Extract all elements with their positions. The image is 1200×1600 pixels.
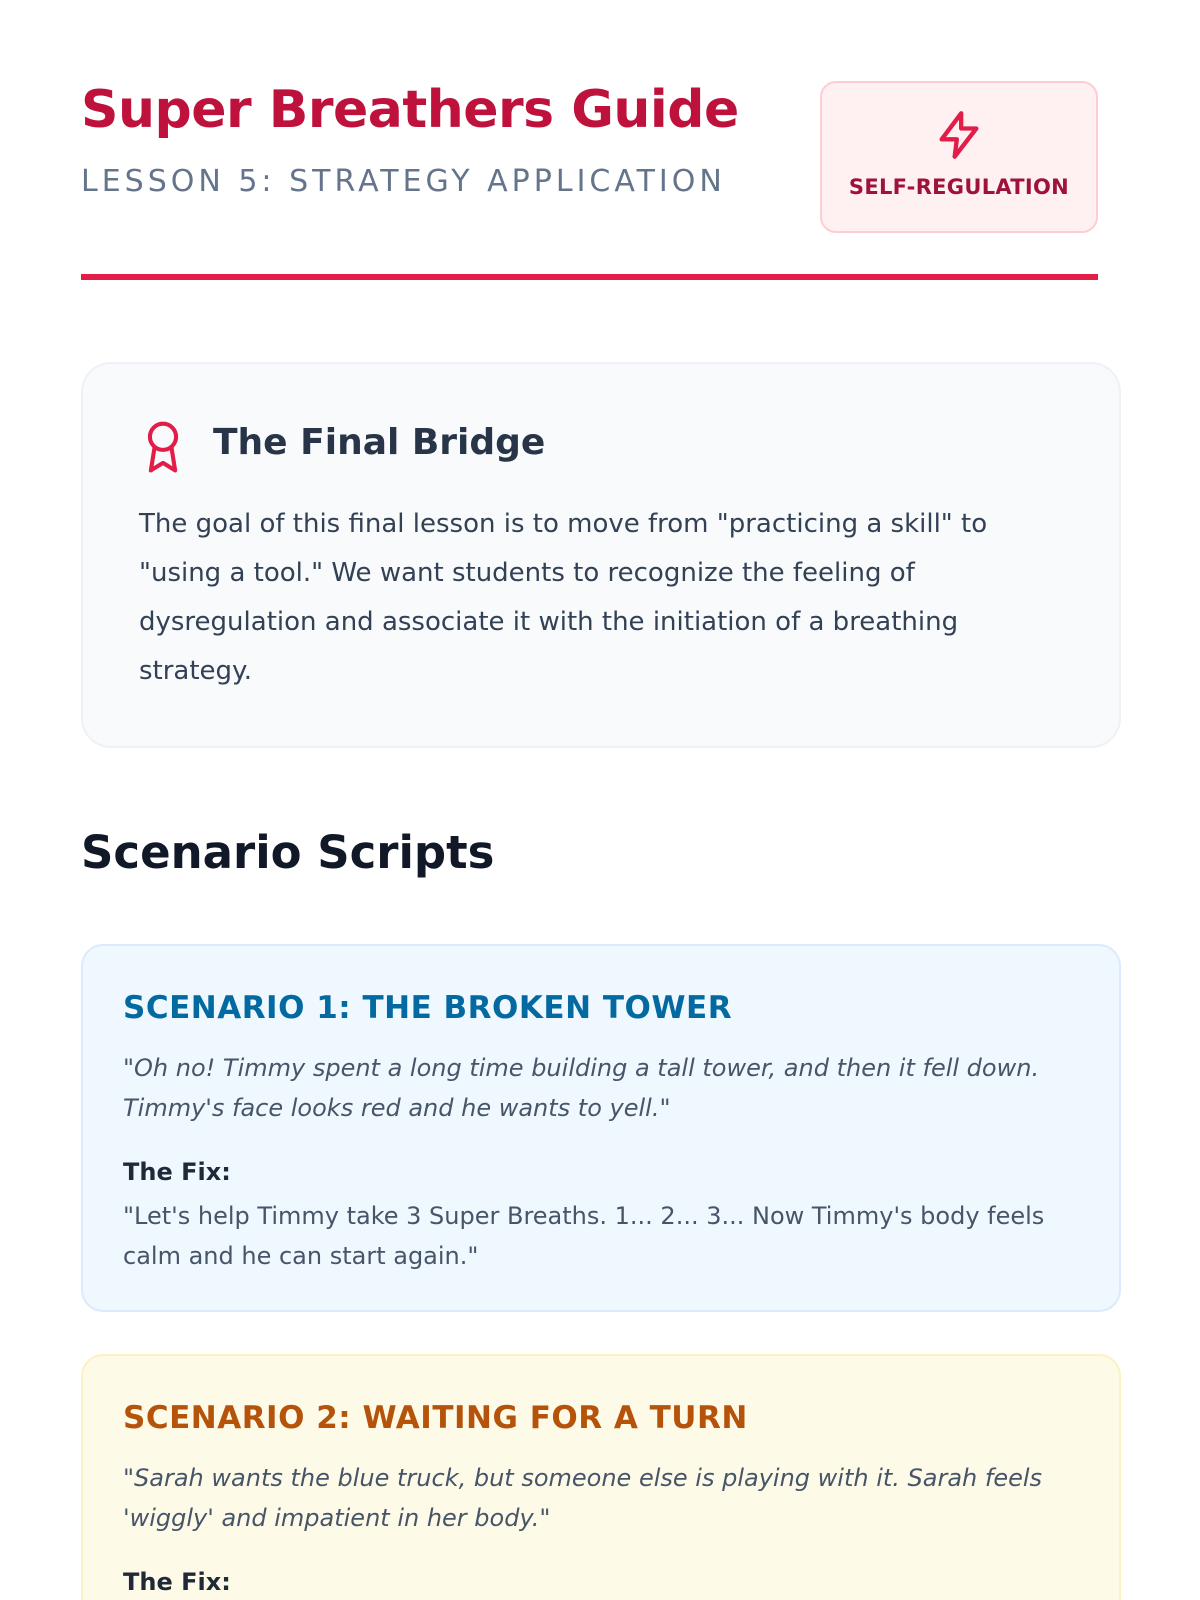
- page-title: Super Breathers Guide: [81, 80, 739, 140]
- scenario-quote: "Sarah wants the blue truck, but someone else is playing with it. Sarah feels 'wiggly' and impatient in her body.": [123, 1464, 1043, 1532]
- fix-label: The Fix:: [123, 1158, 231, 1186]
- scenario-quote: "Oh no! Timmy spent a long time building a tall tower, and then it fell down. Timmy's face looks red and he wants to yell.": [123, 1054, 1040, 1122]
- intro-body: The goal of this final lesson is to move from "practicing a skill" to "using a tool." We want students to recognize the feeling of dysregulation and associate it with the initiation of a breathing strategy.: [139, 509, 988, 686]
- fix-text: "Let's help Timmy take 3 Super Breaths. 1... 2... 3... Now Timmy's body feels calm and he can start again.": [123, 1202, 1045, 1270]
- lightning-icon: [933, 109, 985, 161]
- scenario-title: SCENARIO 1: THE BROKEN TOWER: [123, 990, 733, 1026]
- scenario-card-2: [81, 1354, 1121, 1600]
- final-bridge-card: [81, 362, 1121, 748]
- self-regulation-badge: [820, 81, 1098, 233]
- page-header: [81, 0, 1098, 280]
- lesson-subtitle: LESSON 5: STRATEGY APPLICATION: [81, 164, 726, 199]
- scenario-card-1: [81, 944, 1121, 1312]
- scenario-title: SCENARIO 2: WAITING FOR A TURN: [123, 1400, 748, 1436]
- scenario-scripts-heading: Scenario Scripts: [81, 826, 495, 879]
- badge-label: SELF-REGULATION: [848, 175, 1070, 199]
- intro-title: The Final Bridge: [213, 422, 546, 463]
- award-ribbon-icon: [140, 420, 186, 476]
- fix-label: The Fix:: [123, 1568, 231, 1596]
